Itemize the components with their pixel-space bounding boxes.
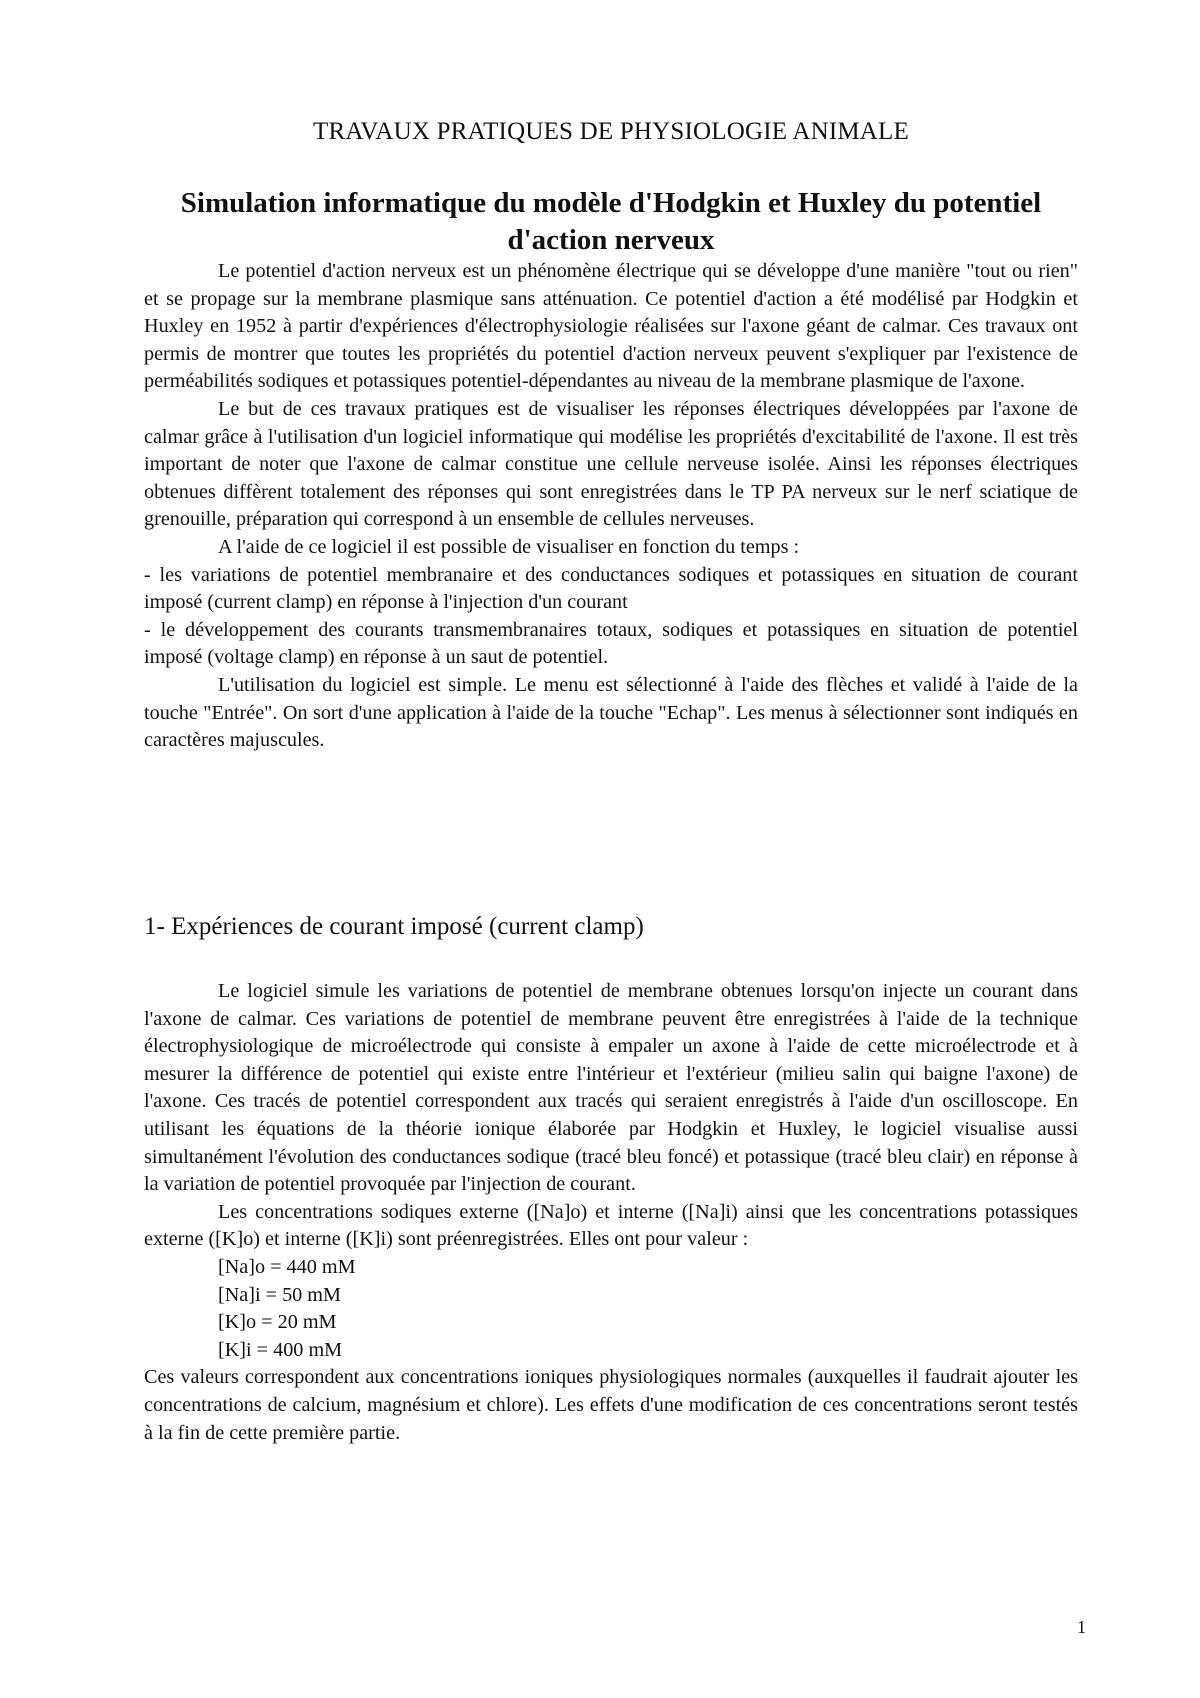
intro-paragraph-1: Le potentiel d'action nerveux est un phénomène électrique qui se développe d'une manière "tout ou rien" et se propage sur la membrane plasmique sans atténuation. Ce potentiel d'action a été modélisé par Hodgkin et Huxley en 1952 à partir d'expériences d'électrophysiologie réalisées sur l'axone géant de calmar. Ces travaux ont permis de montrer que toutes les propriétés du potentiel d'action nerveux peuvent s'expliquer par l'existence de perméabilités sodiques et potassiques potentiel-dépendantes au niveau de la membrane plasmique de l'axone. bbox=[144, 260, 1078, 393]
intro-paragraph-3: A l'aide de ce logiciel il est possible de visualiser en fonction du temps : bbox=[218, 535, 800, 558]
intro-block bbox=[144, 258, 1078, 755]
section1-paragraph-3: Ces valeurs correspondent aux concentrations ioniques physiologiques normales (auxquelles il faudrait ajouter les concentrations de calcium, magnésium et chlore). Les effets d'une modification de ces concentrations seront testés à la fin de cette première partie. bbox=[144, 1366, 1078, 1444]
section1-paragraph-2: Les concentrations sodiques externe ([Na]o) et interne ([Na]i) ainsi que les concentrations potassiques externe ([K]o) et interne ([K]i) sont préenregistrées. Elles ont pour valeur : bbox=[144, 1200, 1078, 1251]
section-heading: 1- Expériences de courant imposé (current clamp) bbox=[144, 913, 644, 940]
intro-paragraph-2: Le but de ces travaux pratiques est de visualiser les réponses électriques développées par l'axone de calmar grâce à l'utilisation d'un logiciel informatique qui modélise les propriétés d'excitabilité de l'axone. Il est très important de noter que l'axone de calmar constitue une cellule nerveuse isolée. Ainsi les réponses électriques obtenues diffèrent totalement des réponses qui sont enregistrées dans le TP PA nerveux sur le nerf sciatique de grenouille, préparation qui correspond à un ensemble de cellules nerveuses. bbox=[144, 397, 1078, 531]
document-page bbox=[144, 0, 1086, 1698]
course-header: TRAVAUX PRATIQUES DE PHYSIOLOGIE ANIMALE bbox=[313, 118, 909, 145]
intro-bullet-1: - les variations de potentiel membranaire et des conductances sodiques et potassiques en situation de courant imposé (current clamp) en réponse à l'injection d'un courant bbox=[144, 563, 1078, 614]
concentration-na-i: [Na]i = 50 mM bbox=[218, 1283, 341, 1306]
page-number: 1 bbox=[1077, 1617, 1086, 1637]
intro-bullet-2: - le développement des courants transmembranaires totaux, sodiques et potassiques en situation de potentiel imposé (voltage clamp) en réponse à un saut de potentiel. bbox=[144, 618, 1078, 669]
concentration-k-i: [K]i = 400 mM bbox=[218, 1338, 343, 1361]
concentration-na-o: [Na]o = 440 mM bbox=[218, 1255, 356, 1278]
document-title: Simulation informatique du modèle d'Hodgkin et Huxley du potentiel d'action nerveux bbox=[180, 187, 1042, 256]
concentration-k-o: [K]o = 20 mM bbox=[218, 1311, 337, 1334]
section1-block bbox=[144, 978, 1078, 1447]
section1-paragraph-1: Le logiciel simule les variations de potentiel de membrane obtenues lorsqu'on injecte un courant dans l'axone de calmar. Ces variations de potentiel de membrane peuvent être enregistrées à l'aide de la technique électrophysiologique de microélectrode qui consiste à empaler un axone à l'aide de cette microélectrode et à mesurer la différence de potentiel qui existe entre l'intérieur et l'extérieur (milieu salin qui baigne l'axone) de l'axone. Ces tracés de potentiel correspondent aux tracés qui seraient enregistrés à l'aide d'un oscilloscope. En utilisant les équations de la théorie ionique élaborée par Hodgkin et Huxley, le logiciel visualise aussi simultanément l'évolution des conductances sodique (tracé bleu foncé) et potassique (tracé bleu clair) en réponse à la variation de potentiel provoquée par l'injection de courant. bbox=[144, 980, 1078, 1196]
intro-paragraph-4: L'utilisation du logiciel est simple. Le menu est sélectionné à l'aide des flèches et validé à l'aide de la touche "Entrée". On sort d'une application à l'aide de la touche "Echap". Les menus à sélectionner sont indiqués en caractères majuscules. bbox=[144, 673, 1078, 752]
